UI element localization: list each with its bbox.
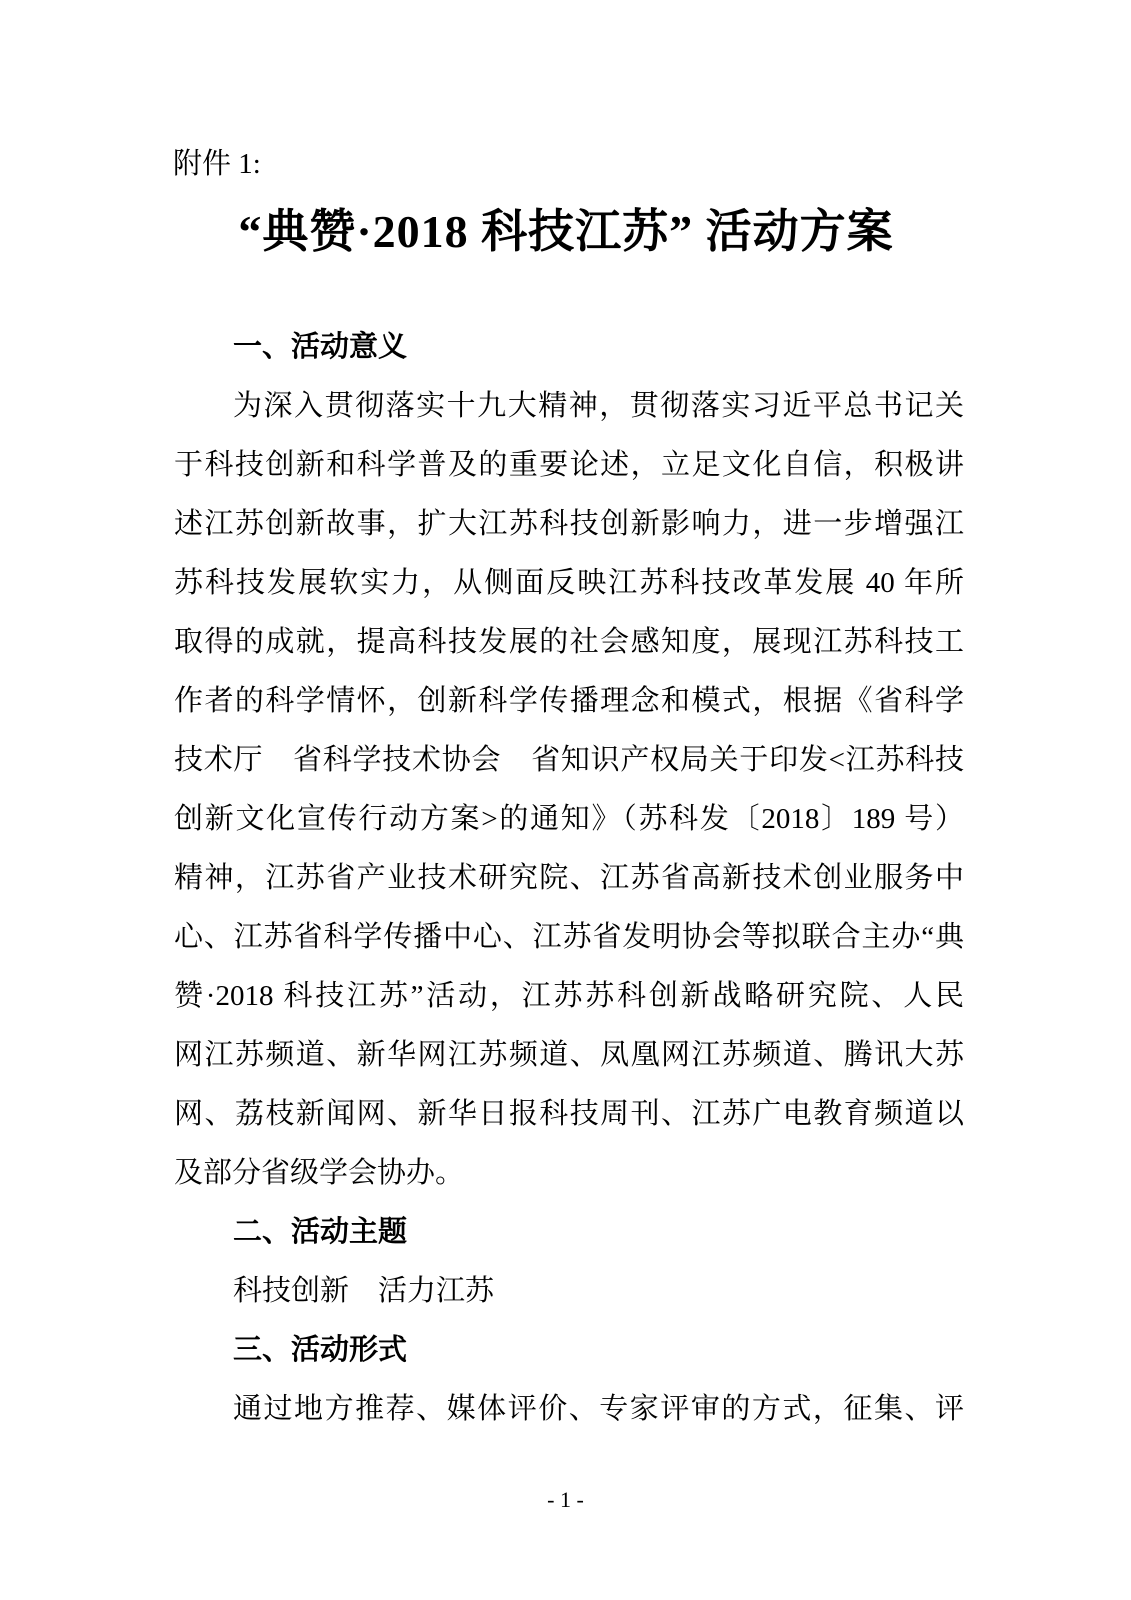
body-line: 为深入贯彻落实十九大精神，贯彻落实习近平总书记关: [233, 390, 964, 422]
body-line: 通过地方推荐、媒体评价、专家评审的方式，征集、评: [233, 1393, 964, 1425]
body-line: 述江苏创新故事，扩大江苏科技创新影响力，进一步增强江: [174, 508, 964, 540]
body-line: 精神，江苏省产业技术研究院、江苏省高新技术创业服务中: [174, 862, 964, 894]
body-line: 取得的成就，提高科技发展的社会感知度，展现江苏科技工: [174, 626, 964, 658]
body-line: 作者的科学情怀，创新科学传播理念和模式，根据《省科学: [174, 685, 964, 717]
body-line: 网、荔枝新闻网、新华日报科技周刊、江苏广电教育频道以: [174, 1098, 964, 1130]
body-line: 科技创新 活力江苏: [233, 1275, 495, 1307]
section-heading: 三、活动形式: [233, 1334, 408, 1366]
body-line: 及部分省级学会协办。: [174, 1157, 465, 1189]
body-line: 赞·2018 科技江苏”活动，江苏苏科创新战略研究院、人民: [174, 980, 964, 1012]
section-heading: 一、活动意义: [233, 331, 408, 363]
body-line: 苏科技发展软实力，从侧面反映江苏科技改革发展 40 年所: [174, 567, 964, 599]
section-heading: 二、活动主题: [233, 1216, 408, 1248]
body-line: 心、江苏省科学传播中心、江苏省发明协会等拟联合主办“典: [174, 921, 964, 953]
document-title: “典赞·2018 科技江苏” 活动方案: [238, 206, 894, 257]
body-line: 创新文化宣传行动方案>的通知》（苏科发〔2018〕189 号）: [174, 803, 964, 835]
page-number: - 1 -: [547, 1487, 584, 1512]
body-line: 网江苏频道、新华网江苏频道、凤凰网江苏频道、腾讯大苏: [174, 1039, 964, 1071]
body-line: 于科技创新和科学普及的重要论述，立足文化自信，积极讲: [174, 449, 964, 481]
document-body: [174, 318, 964, 1439]
body-line: 技术厅 省科学技术协会 省知识产权局关于印发<江苏科技: [174, 744, 964, 776]
attachment-label: 附件 1:: [173, 148, 261, 180]
